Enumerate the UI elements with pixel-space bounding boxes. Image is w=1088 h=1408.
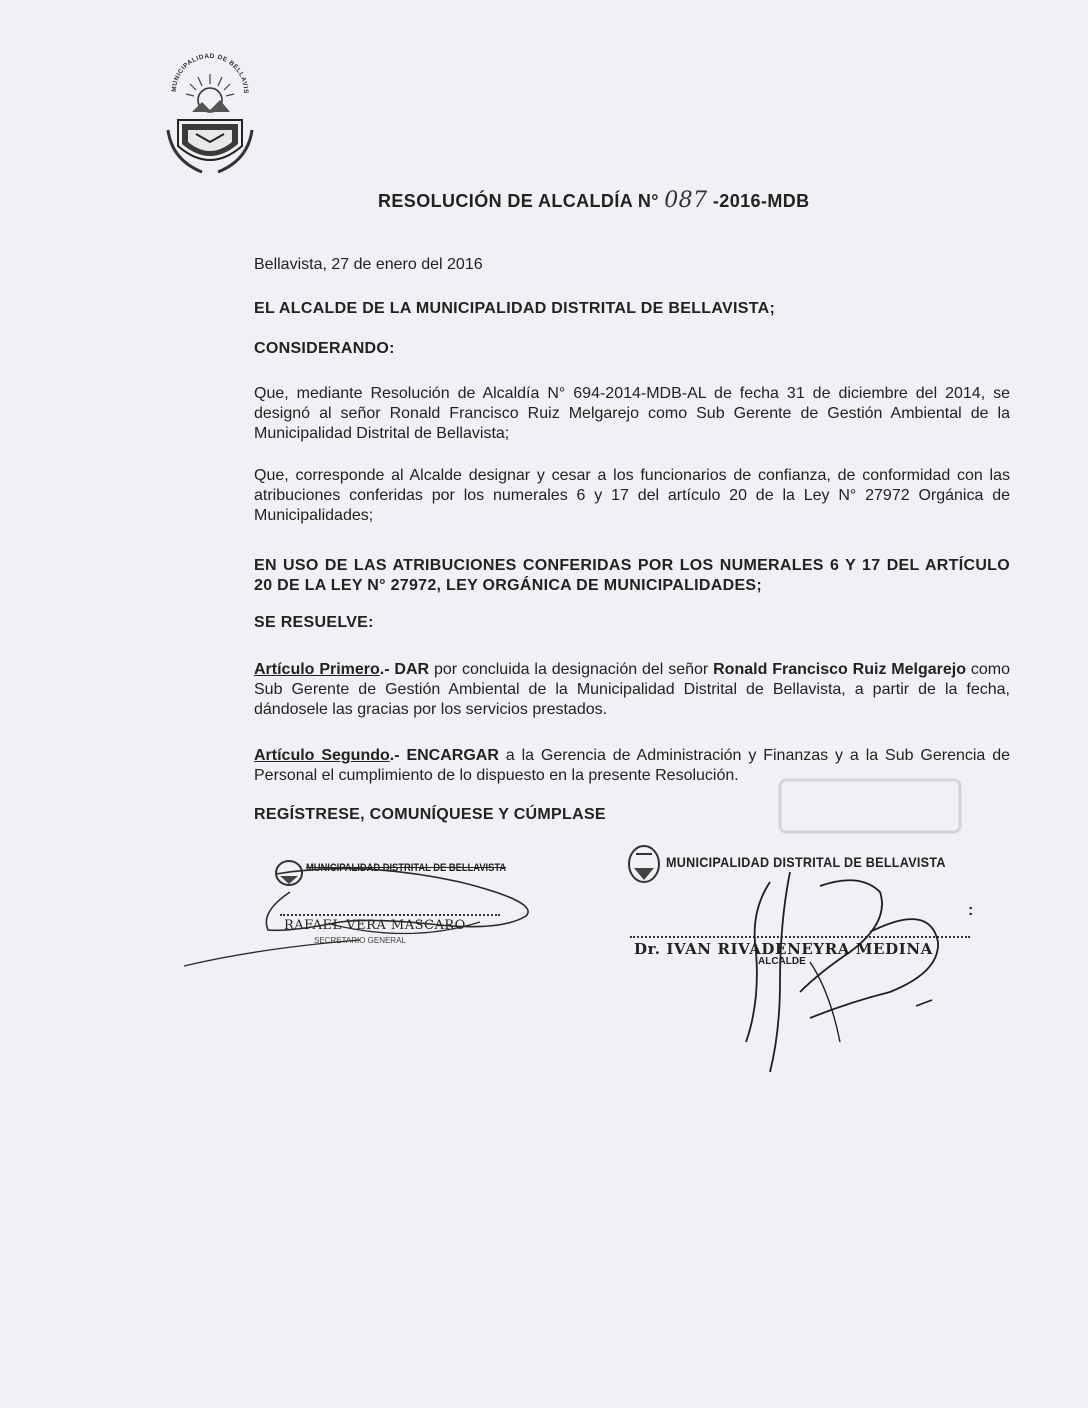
- article-second-verb: ENCARGAR: [406, 747, 499, 764]
- title-prefix: RESOLUCIÓN DE ALCALDÍA N°: [378, 191, 659, 211]
- article-first-text2: como Sub Gerente de Gestión Ambiental de la Municipalidad Distrital de Bellavista, a partir de la fecha, dándosele las gracias por los servicios prestados.: [254, 661, 1010, 718]
- article-second-text: a la Gerencia de Administración y Finanzas y a la Sub Gerencia de Personal el cumplimiento de lo dispuesto en la presente Resolución.: [254, 747, 1011, 784]
- signature-block-mayor: [620, 842, 1000, 1082]
- resolve-heading: SE RESUELVE:: [254, 614, 374, 631]
- date-line: Bellavista, 27 de enero del 2016: [254, 256, 483, 273]
- article-second-sep: .-: [389, 747, 407, 764]
- title-suffix: -2016-MDB: [712, 191, 810, 211]
- article-first-name: Ronald Francisco Ruiz Melgarejo: [713, 661, 966, 678]
- svg-text:MUNICIPALIDAD DE BELLAVISTA: MUNICIPALIDAD DE BELLAVISTA: [159, 45, 250, 94]
- mayor-name: Dr. IVAN RIVADENEYRA MEDINA: [634, 940, 933, 958]
- faint-stamp-mark: [770, 776, 970, 836]
- article-first: [254, 660, 1010, 720]
- municipal-seal-logo: [159, 45, 258, 178]
- considering-heading: CONSIDERANDO:: [254, 340, 395, 357]
- article-first-verb: DAR: [394, 661, 430, 678]
- article-second-label: Artículo Segundo: [254, 747, 390, 764]
- authority-heading: EL ALCALDE DE LA MUNICIPALIDAD DISTRITAL DE BELLAVISTA;: [254, 300, 776, 317]
- handwritten-resolution-number: 087: [664, 188, 708, 213]
- stamp-colon-mark: :: [968, 902, 974, 919]
- mayor-handwritten-signature: [620, 842, 1000, 1082]
- secretary-stamp-text: MUNICIPALIDAD DISTRITAL DE BELLAVISTA: [306, 862, 507, 874]
- article-first-text1: por concluida la designación del señor: [429, 661, 714, 678]
- signature-block-secretary: [180, 852, 560, 972]
- powers-paragraph: EN USO DE LAS ATRIBUCIONES CONFERIDAS POR LOS NUMERALES 6 Y 17 DEL ARTÍCULO 20 DE LA LEY N° 27972, LEY ORGÁNICA DE MUNICIPALIDADES;: [254, 557, 1010, 594]
- mayor-stamp-text: MUNICIPALIDAD DISTRITAL DE BELLAVISTA: [666, 854, 946, 870]
- considering-paragraph-2: Que, corresponde al Alcalde designar y cesar a los funcionarios de confianza, de conformidad con las atribuciones conferidas por los numerales 6 y 17 del artículo 20 de la Ley N° 27972 Orgánica de Municipalidades;: [254, 467, 1010, 524]
- secretary-role: SECRETARIO GENERAL: [314, 936, 406, 945]
- secretary-name: RAFAEL VERA MASCARO: [284, 918, 466, 933]
- closing-statement: REGÍSTRESE, COMUNÍQUESE Y CÚMPLASE: [254, 806, 606, 823]
- mayor-role: ALCALDE: [758, 956, 806, 967]
- resolution-title: [378, 188, 898, 213]
- considering-paragraph-1: Que, mediante Resolución de Alcaldía N° 694-2014-MDB-AL de fecha 31 de diciembre del 2014, se designó al señor Ronald Francisco Ruiz Melgarejo como Sub Gerente de Gestión Ambiental de la Municipalidad Distrital de Bellavista;: [254, 385, 1010, 442]
- secretary-handwritten-signature: [180, 852, 560, 972]
- article-first-label: Artículo Primero: [254, 661, 380, 678]
- article-first-sep: .-: [379, 661, 395, 678]
